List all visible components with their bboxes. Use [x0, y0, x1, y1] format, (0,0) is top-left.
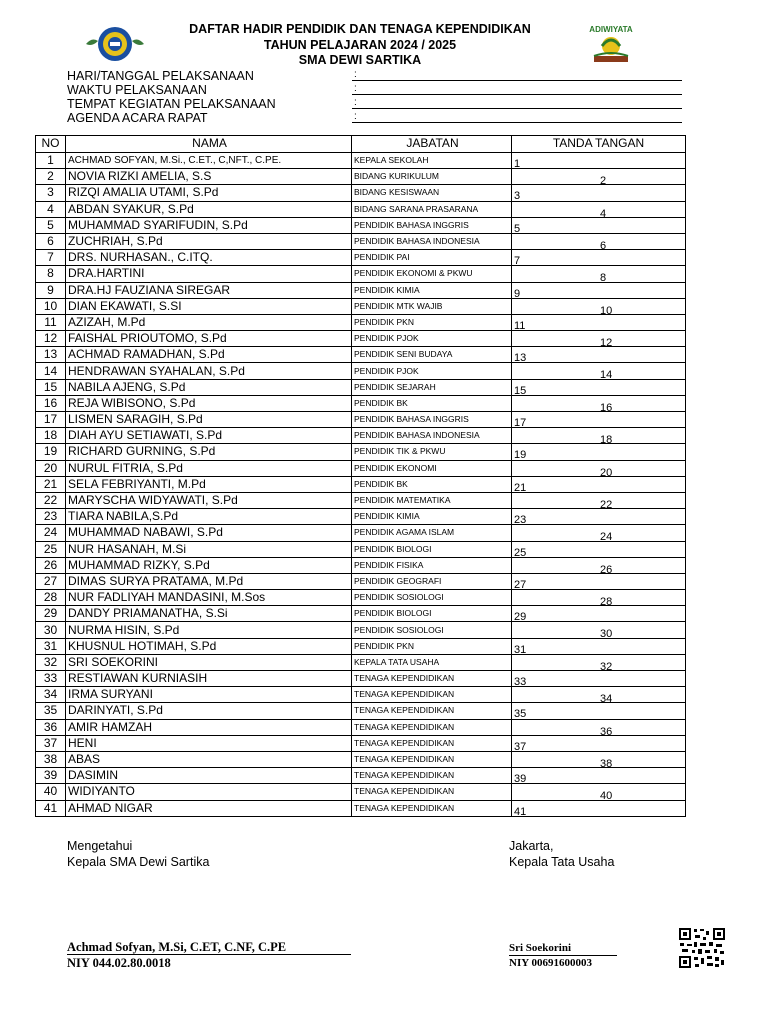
table-row: [36, 476, 686, 492]
row-name: NUR FADLIYAH MANDASINI, M.Sos: [66, 590, 352, 606]
row-name: RICHARD GURNING, S.Pd: [66, 444, 352, 460]
row-position: BIDANG KURIKULUM: [352, 169, 512, 185]
row-name: REJA WIBISONO, S.Pd: [66, 395, 352, 411]
row-number: 8: [36, 266, 66, 282]
row-position: PENDIDIK MATEMATIKA: [352, 492, 512, 508]
admin-head-title: Kepala Tata Usaha: [509, 855, 615, 869]
row-name: ABDAN SYAKUR, S.Pd: [66, 201, 352, 217]
signature-number: 21: [514, 481, 527, 493]
row-signature-cell[interactable]: [512, 201, 686, 217]
row-position: PENDIDIK PKN: [352, 638, 512, 654]
row-number: 14: [36, 363, 66, 379]
row-signature-cell[interactable]: [512, 525, 686, 541]
row-name: NURMA HISIN, S.Pd: [66, 622, 352, 638]
table-row: [36, 266, 686, 282]
table-row: [36, 703, 686, 719]
row-name: DARINYATI, S.Pd: [66, 703, 352, 719]
row-signature-cell[interactable]: [512, 751, 686, 767]
table-row: [36, 428, 686, 444]
signature-number: 17: [514, 417, 527, 428]
principal-name: Achmad Sofyan, M.Si, C.ET, C.NF, C.PE: [67, 940, 287, 954]
table-row: [36, 784, 686, 800]
row-number: 39: [36, 768, 66, 784]
row-name: ACHMAD RAMADHAN, S.Pd: [66, 347, 352, 363]
row-name: DANDY PRIAMANATHA, S.Si: [66, 606, 352, 622]
row-position: PENDIDIK GEOGRAFI: [352, 573, 512, 589]
table-row: [36, 751, 686, 767]
row-signature-cell[interactable]: [512, 654, 686, 670]
row-signature-cell[interactable]: [512, 541, 686, 557]
row-signature-cell[interactable]: [512, 719, 686, 735]
row-signature-cell[interactable]: [512, 298, 686, 314]
signature-number: 7: [514, 255, 521, 266]
row-name: DRA.HJ FAUZIANA SIREGAR: [66, 282, 352, 298]
row-position: PENDIDIK PAI: [352, 250, 512, 266]
table-row: [36, 541, 686, 557]
table-row: [36, 509, 686, 525]
row-signature-cell[interactable]: [512, 347, 686, 363]
signature-number: 37: [514, 740, 527, 752]
row-position: PENDIDIK BK: [352, 476, 512, 492]
row-name: SRI SOEKORINI: [66, 654, 352, 670]
row-number: 6: [36, 233, 66, 249]
row-number: 40: [36, 784, 66, 800]
row-name: NOVIA RIZKI AMELIA, S.S: [66, 169, 352, 185]
document-title: DAFTAR HADIR PENDIDIK DAN TENAGA KEPENDIDIKAN: [189, 22, 531, 36]
header-no: NO: [36, 136, 66, 153]
row-signature-cell[interactable]: [512, 476, 686, 492]
city-date: Jakarta,: [509, 839, 554, 853]
row-number: 20: [36, 460, 66, 476]
row-name: MARYSCHA WIDYAWATI, S.Pd: [66, 492, 352, 508]
row-number: 15: [36, 379, 66, 395]
row-position: PENDIDIK MTK WAJIB: [352, 298, 512, 314]
signature-number: 34: [600, 693, 613, 703]
row-position: PENDIDIK KIMIA: [352, 509, 512, 525]
signature-number: 5: [514, 222, 521, 234]
academic-year: TAHUN PELAJARAN 2024 / 2025: [263, 38, 457, 52]
row-number: 26: [36, 557, 66, 573]
signature-number: 23: [514, 514, 527, 525]
row-name: NABILA AJENG, S.Pd: [66, 379, 352, 395]
row-number: 35: [36, 703, 66, 719]
row-signature-cell[interactable]: [512, 557, 686, 573]
row-number: 4: [36, 201, 66, 217]
row-number: 30: [36, 622, 66, 638]
row-number: 16: [36, 395, 66, 411]
school-name: SMA DEWI SARTIKA: [298, 53, 422, 67]
row-position: TENAGA KEPENDIDIKAN: [352, 671, 512, 687]
row-signature-cell[interactable]: [512, 250, 686, 266]
row-name: MUHAMMAD RIZKY, S.Pd: [66, 557, 352, 573]
signature-number: 36: [600, 725, 613, 736]
table-row: [36, 768, 686, 784]
qr-code-icon: [678, 927, 726, 969]
table-row: [36, 590, 686, 606]
row-position: PENDIDIK PKN: [352, 314, 512, 330]
table-row: [36, 217, 686, 233]
row-number: 19: [36, 444, 66, 460]
signature-number: 16: [600, 401, 613, 412]
row-name: NUR HASANAH, M.Si: [66, 541, 352, 557]
table-row: [36, 557, 686, 573]
row-name: NURUL FITRIA, S.Pd: [66, 460, 352, 476]
row-number: 18: [36, 428, 66, 444]
admin-head-niy: NIY 00691600003: [509, 957, 593, 969]
table-row: [36, 654, 686, 670]
row-name: AZIZAH, M.Pd: [66, 314, 352, 330]
table-row: [36, 525, 686, 541]
table-row: [36, 282, 686, 298]
signature-number: 13: [514, 352, 527, 363]
row-number: 10: [36, 298, 66, 314]
table-row: [36, 492, 686, 508]
row-position: TENAGA KEPENDIDIKAN: [352, 751, 512, 767]
signature-number: 28: [600, 596, 613, 606]
signature-number: 24: [600, 531, 613, 541]
table-row: [36, 412, 686, 428]
row-number: 37: [36, 735, 66, 751]
table-row: [36, 363, 686, 379]
row-name: IRMA SURYANI: [66, 687, 352, 703]
table-row: [36, 687, 686, 703]
row-position: PENDIDIK SOSIOLOGI: [352, 590, 512, 606]
table-row: [36, 606, 686, 622]
row-position: KEPALA SEKOLAH: [352, 153, 512, 169]
signature-number: 31: [514, 643, 527, 655]
signature-number: 14: [600, 369, 613, 380]
row-position: PENDIDIK AGAMA ISLAM: [352, 525, 512, 541]
row-number: 33: [36, 671, 66, 687]
header-nama: NAMA: [66, 136, 352, 153]
row-name: MUHAMMAD SYARIFUDIN, S.Pd: [66, 217, 352, 233]
row-position: TENAGA KEPENDIDIKAN: [352, 719, 512, 735]
row-number: 13: [36, 347, 66, 363]
row-number: 22: [36, 492, 66, 508]
row-name: ACHMAD SOFYAN, M.Si., C.ET., C,NFT., C.PE.: [66, 153, 352, 169]
signature-number: 26: [600, 563, 613, 574]
row-position: PENDIDIK EKONOMI & PKWU: [352, 266, 512, 282]
row-position: TENAGA KEPENDIDIKAN: [352, 687, 512, 703]
signature-number: 41: [514, 805, 527, 817]
row-name: DASIMIN: [66, 768, 352, 784]
table-row: [36, 298, 686, 314]
row-number: 17: [36, 412, 66, 428]
signature-number: 39: [514, 773, 527, 784]
table-row: [36, 719, 686, 735]
row-signature-cell[interactable]: [512, 217, 686, 233]
row-number: 29: [36, 606, 66, 622]
header-jabatan: JABATAN: [352, 136, 512, 153]
row-position: PENDIDIK PJOK: [352, 331, 512, 347]
row-name: FAISHAL PRIOUTOMO, S.Pd: [66, 331, 352, 347]
row-position: PENDIDIK SENI BUDAYA: [352, 347, 512, 363]
signature-number: 38: [600, 757, 613, 768]
table-row: [36, 347, 686, 363]
row-number: 5: [36, 217, 66, 233]
row-name: RIZQI AMALIA UTAMI, S.Pd: [66, 185, 352, 201]
row-number: 21: [36, 476, 66, 492]
adiwiyata-logo-icon: [582, 20, 640, 68]
row-position: PENDIDIK BIOLOGI: [352, 541, 512, 557]
row-signature-cell[interactable]: [512, 638, 686, 654]
row-signature-cell[interactable]: [512, 800, 686, 816]
signature-number: 10: [600, 304, 613, 315]
row-name: LISMEN SARAGIH, S.Pd: [66, 412, 352, 428]
row-signature-cell[interactable]: [512, 460, 686, 476]
signature-number: 18: [600, 434, 613, 444]
row-name: DIAH AYU SETIAWATI, S.Pd: [66, 428, 352, 444]
svg-text:ADIWIYATA: ADIWIYATA: [589, 25, 633, 34]
signature-number: 15: [514, 384, 527, 396]
row-position: PENDIDIK BK: [352, 395, 512, 411]
table-row: [36, 233, 686, 249]
table-header-row: [36, 136, 686, 153]
row-signature-cell[interactable]: [512, 622, 686, 638]
row-position: PENDIDIK BAHASA INDONESIA: [352, 233, 512, 249]
principal-sign-line: [67, 954, 351, 955]
row-name: ABAS: [66, 751, 352, 767]
table-row: [36, 331, 686, 347]
signature-number: 40: [600, 790, 613, 800]
row-name: ZUCHRIAH, S.Pd: [66, 233, 352, 249]
row-position: PENDIDIK PJOK: [352, 363, 512, 379]
row-signature-cell[interactable]: [512, 379, 686, 395]
row-number: 11: [36, 314, 66, 330]
signature-number: 35: [514, 708, 527, 720]
row-name: AHMAD NIGAR: [66, 800, 352, 816]
row-signature-cell[interactable]: [512, 331, 686, 347]
row-number: 24: [36, 525, 66, 541]
row-number: 41: [36, 800, 66, 816]
signature-number: 27: [514, 578, 527, 590]
row-number: 32: [36, 654, 66, 670]
row-number: 31: [36, 638, 66, 654]
table-row: [36, 460, 686, 476]
row-position: PENDIDIK BAHASA INGGRIS: [352, 412, 512, 428]
row-name: SELA FEBRIYANTI, M.Pd: [66, 476, 352, 492]
signature-number: 6: [600, 239, 607, 250]
attendance-table: [35, 135, 686, 817]
table-row: [36, 169, 686, 185]
row-number: 34: [36, 687, 66, 703]
row-number: 7: [36, 250, 66, 266]
acknowledged-label: Mengetahui: [67, 839, 133, 853]
admin-head-sign-line: [509, 955, 617, 956]
row-position: TENAGA KEPENDIDIKAN: [352, 735, 512, 751]
admin-head-name: Sri Soekorini: [509, 942, 572, 954]
table-row: [36, 622, 686, 638]
signature-number: 29: [514, 611, 527, 622]
table-row: [36, 444, 686, 460]
table-row: [36, 573, 686, 589]
row-signature-cell[interactable]: [512, 412, 686, 428]
row-position: PENDIDIK BAHASA INDONESIA: [352, 428, 512, 444]
row-name: DRS. NURHASAN., C.ITQ.: [66, 250, 352, 266]
row-signature-cell[interactable]: [512, 314, 686, 330]
row-signature-cell[interactable]: [512, 606, 686, 622]
signature-number: 20: [600, 466, 613, 477]
signature-number: 9: [514, 287, 521, 299]
row-position: PENDIDIK FISIKA: [352, 557, 512, 573]
row-name: MUHAMMAD NABAWI, S.Pd: [66, 525, 352, 541]
row-name: RESTIAWAN KURNIASIH: [66, 671, 352, 687]
row-signature-cell[interactable]: [512, 428, 686, 444]
row-number: 27: [36, 573, 66, 589]
table-row: [36, 185, 686, 201]
row-number: 38: [36, 751, 66, 767]
row-name: DIMAS SURYA PRATAMA, M.Pd: [66, 573, 352, 589]
table-row: [36, 800, 686, 816]
signature-number: 4: [600, 207, 607, 218]
row-signature-cell[interactable]: [512, 703, 686, 719]
row-signature-cell[interactable]: [512, 573, 686, 589]
row-signature-cell[interactable]: [512, 687, 686, 703]
row-number: 1: [36, 153, 66, 169]
row-number: 12: [36, 331, 66, 347]
row-signature-cell[interactable]: [512, 233, 686, 249]
row-position: BIDANG SARANA PRASARANA: [352, 201, 512, 217]
row-signature-cell[interactable]: [512, 768, 686, 784]
row-position: TENAGA KEPENDIDIKAN: [352, 784, 512, 800]
row-signature-cell[interactable]: [512, 363, 686, 379]
table-row: [36, 671, 686, 687]
row-number: 28: [36, 590, 66, 606]
row-signature-cell[interactable]: [512, 590, 686, 606]
row-position: PENDIDIK KIMIA: [352, 282, 512, 298]
row-number: 9: [36, 282, 66, 298]
row-signature-cell[interactable]: [512, 169, 686, 185]
row-position: BIDANG KESISWAAN: [352, 185, 512, 201]
row-name: WIDIYANTO: [66, 784, 352, 800]
row-signature-cell[interactable]: [512, 395, 686, 411]
signature-number: 8: [600, 272, 607, 282]
row-position: PENDIDIK SOSIOLOGI: [352, 622, 512, 638]
row-number: 25: [36, 541, 66, 557]
row-position: TENAGA KEPENDIDIKAN: [352, 703, 512, 719]
table-row: [36, 379, 686, 395]
row-signature-cell[interactable]: [512, 509, 686, 525]
row-position: PENDIDIK BIOLOGI: [352, 606, 512, 622]
table-row: [36, 735, 686, 751]
row-position: TENAGA KEPENDIDIKAN: [352, 768, 512, 784]
principal-niy: NIY 044.02.80.0018: [67, 956, 171, 970]
table-row: [36, 395, 686, 411]
row-name: AMIR HAMZAH: [66, 719, 352, 735]
row-signature-cell[interactable]: [512, 282, 686, 298]
row-position: PENDIDIK TIK & PKWU: [352, 444, 512, 460]
row-signature-cell[interactable]: [512, 735, 686, 751]
row-number: 36: [36, 719, 66, 735]
row-number: 3: [36, 185, 66, 201]
row-number: 2: [36, 169, 66, 185]
signature-number: 33: [514, 676, 527, 687]
signature-number: 19: [514, 449, 527, 461]
row-position: PENDIDIK BAHASA INGGRIS: [352, 217, 512, 233]
signature-number: 2: [600, 175, 607, 185]
row-signature-cell[interactable]: [512, 444, 686, 460]
row-signature-cell[interactable]: [512, 784, 686, 800]
signature-number: 32: [600, 660, 613, 671]
row-signature-cell[interactable]: [512, 153, 686, 169]
row-name: HENI: [66, 735, 352, 751]
signature-number: 25: [514, 546, 527, 558]
row-position: KEPALA TATA USAHA: [352, 654, 512, 670]
header-tanda-tangan: TANDA TANGAN: [512, 136, 686, 153]
signature-number: 3: [514, 190, 521, 202]
principal-title: Kepala SMA Dewi Sartika: [67, 855, 210, 869]
signature-number: 22: [600, 498, 613, 509]
row-name: DRA.HARTINI: [66, 266, 352, 282]
row-position: PENDIDIK EKONOMI: [352, 460, 512, 476]
row-signature-cell[interactable]: [512, 266, 686, 282]
row-name: DIAN EKAWATI, S.SI: [66, 298, 352, 314]
row-signature-cell[interactable]: [512, 492, 686, 508]
row-name: HENDRAWAN SYAHALAN, S.Pd: [66, 363, 352, 379]
signature-number: 30: [600, 628, 613, 639]
row-name: TIARA NABILA,S.Pd: [66, 509, 352, 525]
table-row: [36, 250, 686, 266]
table-row: [36, 153, 686, 169]
row-signature-cell[interactable]: [512, 185, 686, 201]
table-body: [36, 153, 686, 817]
row-signature-cell[interactable]: [512, 671, 686, 687]
row-position: TENAGA KEPENDIDIKAN: [352, 800, 512, 816]
signature-number: 11: [514, 319, 526, 331]
signature-number: 12: [600, 337, 613, 347]
table-row: [36, 638, 686, 654]
row-number: 23: [36, 509, 66, 525]
signature-number: 1: [514, 158, 521, 169]
table-row: [36, 201, 686, 217]
row-position: PENDIDIK SEJARAH: [352, 379, 512, 395]
table-row: [36, 314, 686, 330]
row-name: KHUSNUL HOTIMAH, S.Pd: [66, 638, 352, 654]
